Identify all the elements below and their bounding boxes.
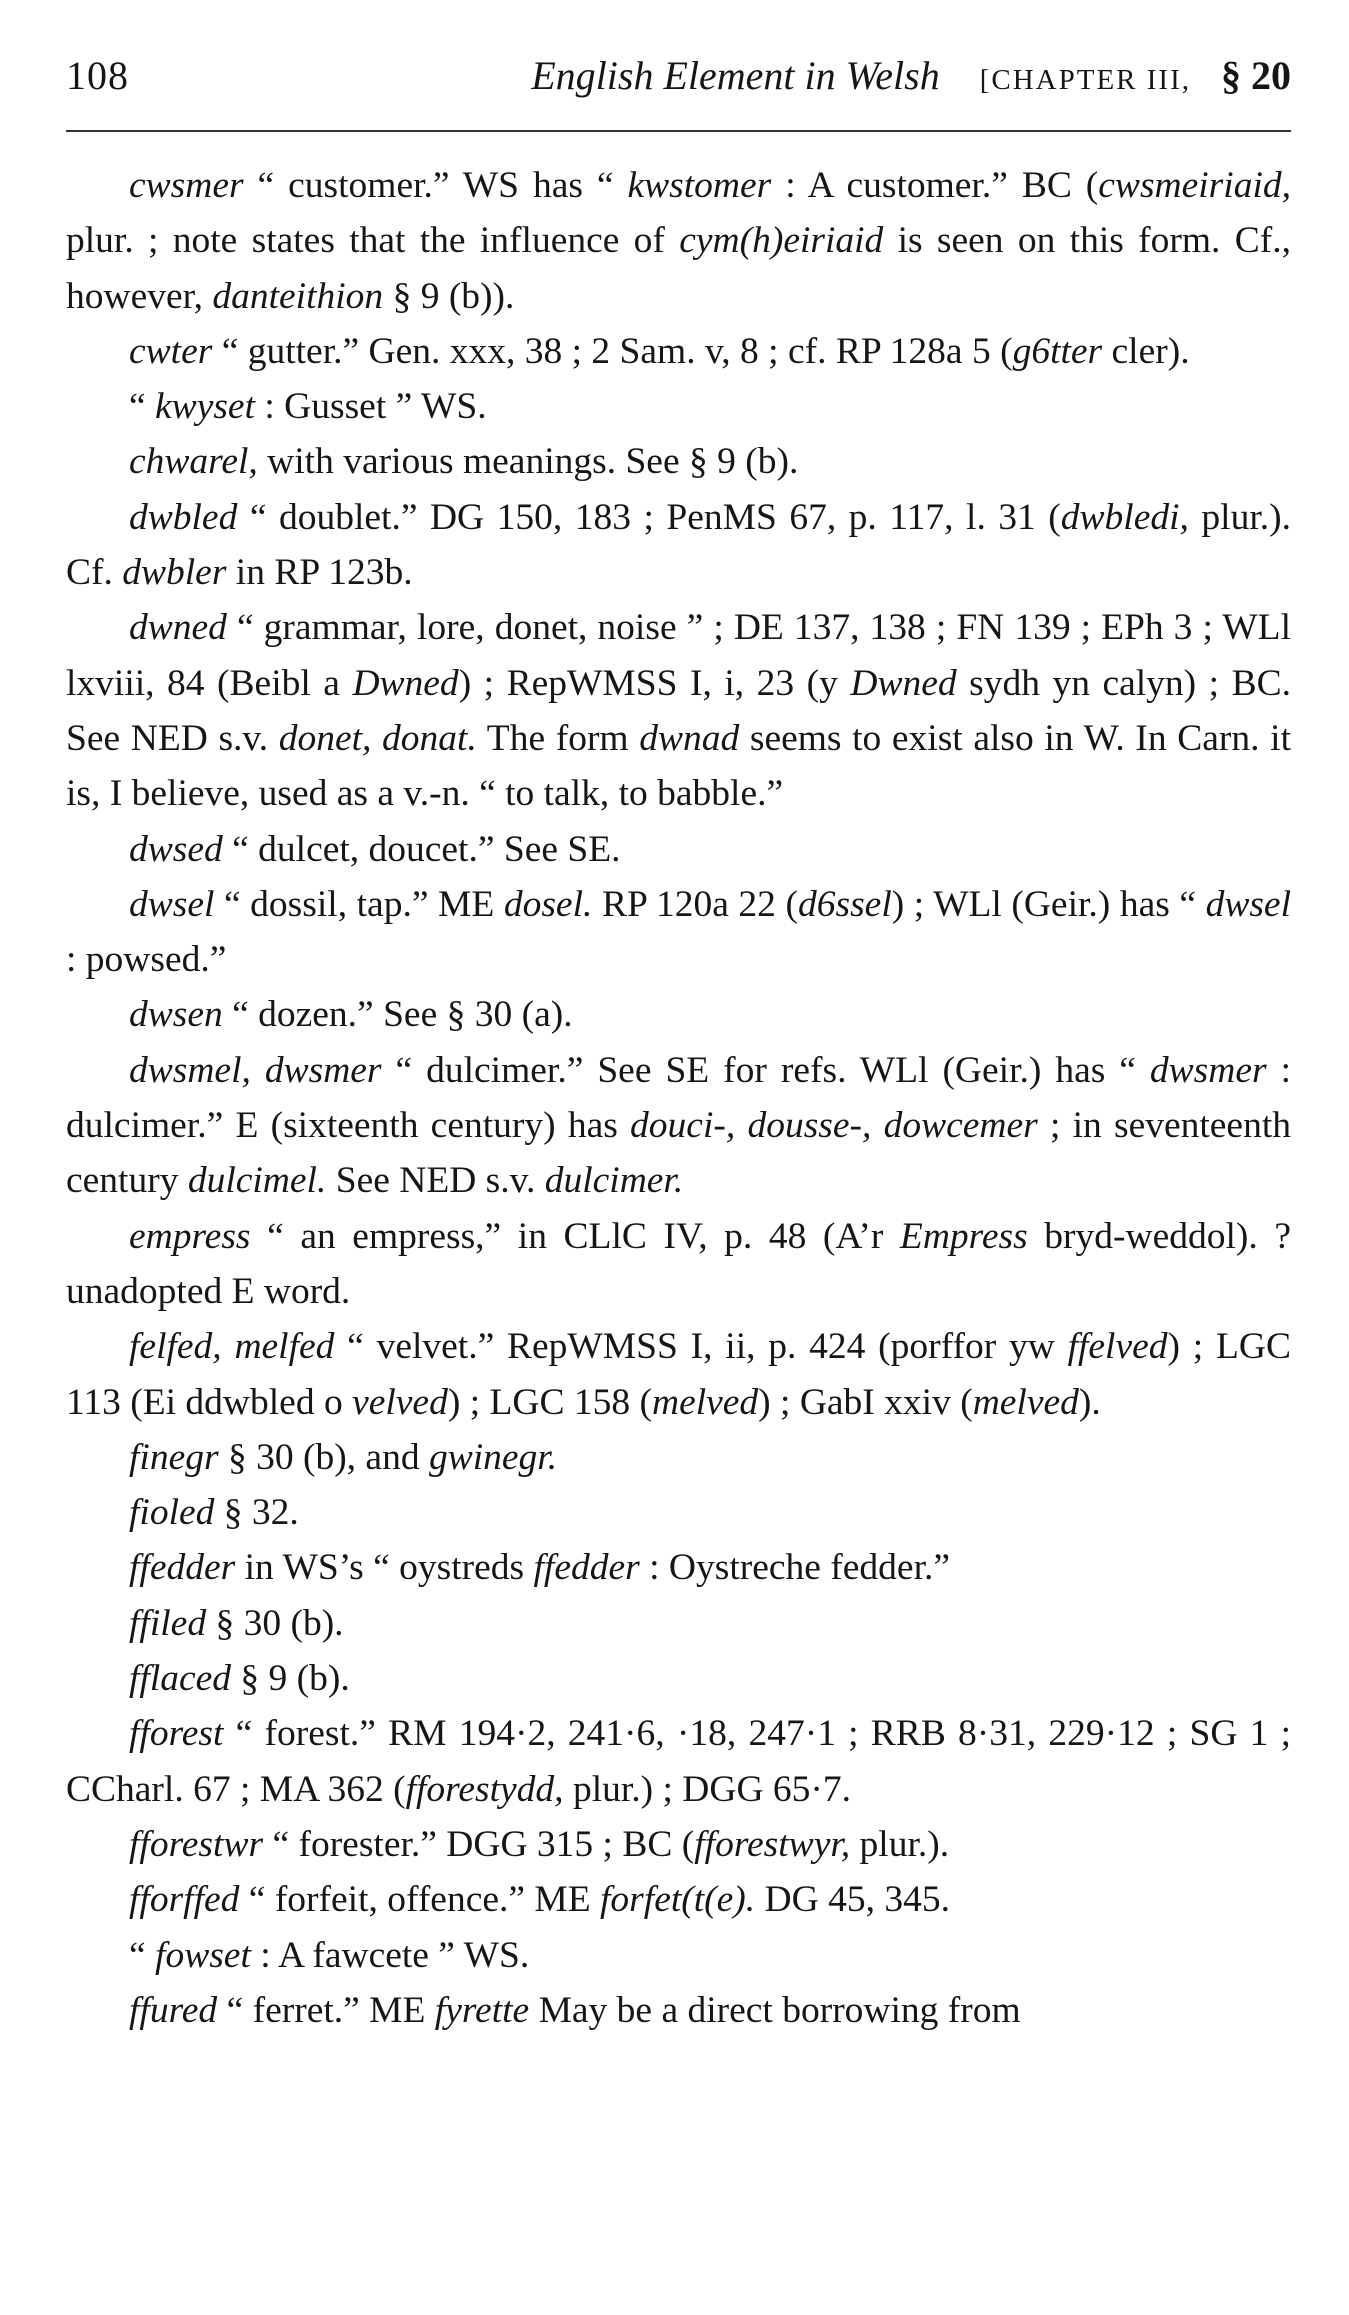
- italic-term: velved: [352, 1381, 448, 1423]
- italic-term: kwstomer: [627, 165, 772, 206]
- italic-term: ffedder: [129, 1547, 236, 1589]
- glossary-entry: [66, 1872, 1291, 1927]
- glossary-body: [66, 158, 1291, 2038]
- entry-text: “ dulcimer.” See SE for refs. WLl (Geir.) has “: [381, 1049, 1150, 1091]
- glossary-entry: [66, 822, 1291, 877]
- entry-text: The form: [476, 717, 640, 759]
- running-title: [531, 52, 1291, 99]
- italic-term: dwbled: [129, 496, 238, 538]
- italic-term: ffiled: [129, 1602, 207, 1644]
- italic-term: fforestwr: [129, 1823, 264, 1865]
- glossary-entry: [66, 1817, 1291, 1872]
- glossary-entry: [66, 1928, 1291, 1983]
- italic-term: douci-, dousse-, dowcemer: [630, 1105, 1038, 1147]
- entry-text: “: [129, 1934, 156, 1976]
- entry-text: “ doublet.” DG 150, 183 ; PenMS 67, p. 117, l. 31 (: [237, 496, 1061, 538]
- italic-term: cym(h)eiriaid: [679, 220, 884, 262]
- entry-text: : A fawcete ” WS.: [250, 1934, 530, 1976]
- italic-term: ffured: [129, 1989, 218, 2031]
- entry-text: plur.). Cf.: [66, 496, 1291, 594]
- entry-text: plur. ; note states that the influence of: [66, 220, 680, 262]
- entry-text: : dulcimer.” E (sixteenth century) has: [66, 1049, 1292, 1147]
- italic-term: forfet(t(e).: [600, 1879, 756, 1921]
- entry-text: “ ferret.” ME: [217, 1989, 435, 2031]
- glossary-entry: [66, 324, 1291, 379]
- italic-term: dulcimer.: [544, 1160, 684, 1202]
- page-number: 108: [66, 53, 129, 98]
- entry-text: “ forest.” RM 194·2, 241·6, ·18, 247·1 ; RRB 8·31, 229·12 ; SG 1 ; CCharl. 67 ; MA 362 (: [66, 1713, 1291, 1810]
- glossary-entry: [66, 1983, 1291, 2038]
- entry-text: bryd-weddol). ? unadopted E word.: [66, 1215, 1291, 1312]
- italic-term: dwsen: [129, 994, 223, 1036]
- book-title: English Element in Welsh: [531, 53, 940, 98]
- running-header: [66, 48, 1291, 110]
- entry-text: § 30 (b), and: [218, 1436, 429, 1478]
- italic-term: empress: [129, 1215, 251, 1257]
- italic-term: Empress: [899, 1215, 1028, 1257]
- entry-text: cler).: [1102, 330, 1190, 372]
- italic-term: cwsmer: [129, 165, 244, 206]
- italic-term: ffelved: [1067, 1326, 1168, 1368]
- entry-text: § 30 (b).: [206, 1602, 344, 1644]
- entry-text: sydh yn calyn) ; BC. See NED s.v.: [66, 662, 1291, 759]
- entry-text: “ grammar, lore, donet, noise ” ; DE 137, 138 ; FN 139 ; EPh 3 ; WLl lxviii, 84 (Beibl a: [66, 607, 1291, 704]
- glossary-entry: [66, 1430, 1291, 1485]
- entry-text: : Oystreche fedder.”: [639, 1547, 951, 1589]
- entry-text: DG 45, 345.: [755, 1879, 950, 1921]
- italic-term: fioled: [129, 1492, 215, 1534]
- entry-text: “ velvet.” RepWMSS I, ii, p. 424 (porffor yw: [334, 1326, 1068, 1368]
- italic-term: melved: [972, 1381, 1079, 1423]
- chapter-label: [CHAPTER III,: [979, 64, 1191, 96]
- entry-text: : Gusset ” WS.: [255, 386, 487, 428]
- italic-term: dwbler: [122, 552, 227, 594]
- glossary-entry: [66, 434, 1291, 489]
- entry-text: § 32.: [214, 1492, 299, 1534]
- italic-term: dosel.: [503, 883, 593, 925]
- entry-text: ; in seventeenth century: [66, 1105, 1291, 1202]
- italic-term: g6tter: [1012, 330, 1103, 372]
- italic-term: Dwned: [850, 662, 957, 704]
- entry-text: ).: [1078, 1381, 1101, 1423]
- entry-text: “ gutter.” Gen. xxx, 38 ; 2 Sam. v, 8 ; cf. RP 128a 5 (: [212, 330, 1013, 372]
- entry-text: “ dozen.” See § 30 (a).: [222, 994, 573, 1036]
- italic-term: dwbledi,: [1060, 496, 1189, 538]
- entry-text: “ dossil, tap.” ME: [214, 883, 504, 925]
- glossary-entry: [66, 379, 1291, 434]
- italic-term: danteithion: [212, 275, 384, 317]
- entry-text: “: [129, 386, 156, 428]
- entry-text: ) ; GabI xxiv (: [758, 1381, 973, 1423]
- italic-term: melved: [651, 1381, 759, 1423]
- entry-text: § 9 (b).: [231, 1658, 350, 1700]
- italic-term: Dwned: [352, 662, 459, 704]
- glossary-entry: [66, 1319, 1291, 1430]
- entry-text: “ forester.” DGG 315 ; BC (: [263, 1823, 695, 1865]
- italic-term: donet, donat.: [278, 717, 477, 759]
- italic-term: fforest: [129, 1713, 224, 1755]
- italic-term: felfed, melfed: [129, 1326, 335, 1368]
- italic-term: dwsel: [129, 883, 215, 925]
- glossary-entry: [66, 1540, 1291, 1595]
- italic-term: cwter: [129, 330, 213, 372]
- italic-term: fforffed: [129, 1879, 240, 1921]
- entry-text: seems to exist also in W. In Carn. it is, I believe, used as a v.-n. “ to talk, to babble.”: [66, 717, 1291, 815]
- italic-term: fowset: [155, 1934, 251, 1976]
- italic-term: finegr: [129, 1436, 219, 1478]
- entry-text: “ customer.” WS has “: [243, 165, 628, 206]
- italic-term: dwsed: [129, 828, 223, 870]
- glossary-entry: [66, 600, 1291, 821]
- glossary-entry: [66, 1209, 1291, 1320]
- entry-text: in WS’s “ oystreds: [235, 1547, 534, 1589]
- entry-text: in RP 123b.: [226, 552, 413, 594]
- entry-text: “ forfeit, offence.” ME: [239, 1879, 601, 1921]
- entry-text: is seen on this form. Cf., however,: [66, 220, 1291, 317]
- glossary-entry: [66, 490, 1291, 601]
- italic-term: fforestwyr,: [694, 1823, 851, 1865]
- entry-text: May be a direct borrowing from: [529, 1989, 1021, 2031]
- italic-term: dwsmel, dwsmer: [129, 1049, 382, 1091]
- glossary-entry: [66, 1043, 1291, 1209]
- entry-text: ) ; RepWMSS I, i, 23 (y: [458, 662, 851, 704]
- italic-term: dwsel: [1205, 883, 1291, 925]
- italic-term: cwsmeiriaid,: [1098, 165, 1291, 206]
- italic-term: kwyset: [155, 386, 255, 428]
- section-label: § 20: [1221, 53, 1291, 98]
- entry-text: § 9 (b)).: [383, 275, 515, 317]
- glossary-entry: [66, 1485, 1291, 1540]
- entry-text: “ an empress,” in CLlC IV, p. 48 (A’r: [250, 1215, 900, 1257]
- italic-term: ffedder: [533, 1547, 640, 1589]
- italic-term: dulcimel.: [187, 1160, 327, 1202]
- entry-text: See NED s.v.: [326, 1160, 545, 1202]
- italic-term: fforestydd,: [405, 1768, 564, 1810]
- italic-term: d6ssel: [797, 883, 892, 925]
- glossary-entry: [66, 1596, 1291, 1651]
- entry-text: plur.).: [850, 1823, 950, 1865]
- entry-text: : A customer.” BC (: [771, 165, 1099, 206]
- entry-text: ) ; LGC 113 (Ei ddwbled o: [66, 1326, 1291, 1423]
- entry-text: : powsed.”: [66, 939, 227, 981]
- entry-text: RP 120a 22 (: [592, 883, 798, 925]
- header-rule: [66, 130, 1291, 132]
- glossary-entry: [66, 158, 1291, 324]
- italic-term: chwarel,: [129, 441, 258, 483]
- italic-term: gwinegr.: [428, 1436, 558, 1478]
- entry-text: with various meanings. See § 9 (b).: [257, 441, 799, 483]
- entry-text: plur.) ; DGG 65·7.: [563, 1768, 852, 1810]
- entry-text: “ dulcet, doucet.” See SE.: [222, 828, 621, 870]
- entry-text: ) ; LGC 158 (: [447, 1381, 652, 1423]
- italic-term: fyrette: [434, 1989, 530, 2031]
- italic-term: dwned: [129, 607, 227, 649]
- italic-term: dwnad: [639, 717, 740, 759]
- glossary-entry: [66, 877, 1291, 988]
- italic-term: fflaced: [129, 1658, 232, 1700]
- glossary-entry: [66, 987, 1291, 1042]
- italic-term: dwsmer: [1149, 1049, 1267, 1091]
- entry-text: ) ; WLl (Geir.) has “: [891, 883, 1206, 925]
- glossary-entry: [66, 1651, 1291, 1706]
- glossary-entry: [66, 1706, 1291, 1817]
